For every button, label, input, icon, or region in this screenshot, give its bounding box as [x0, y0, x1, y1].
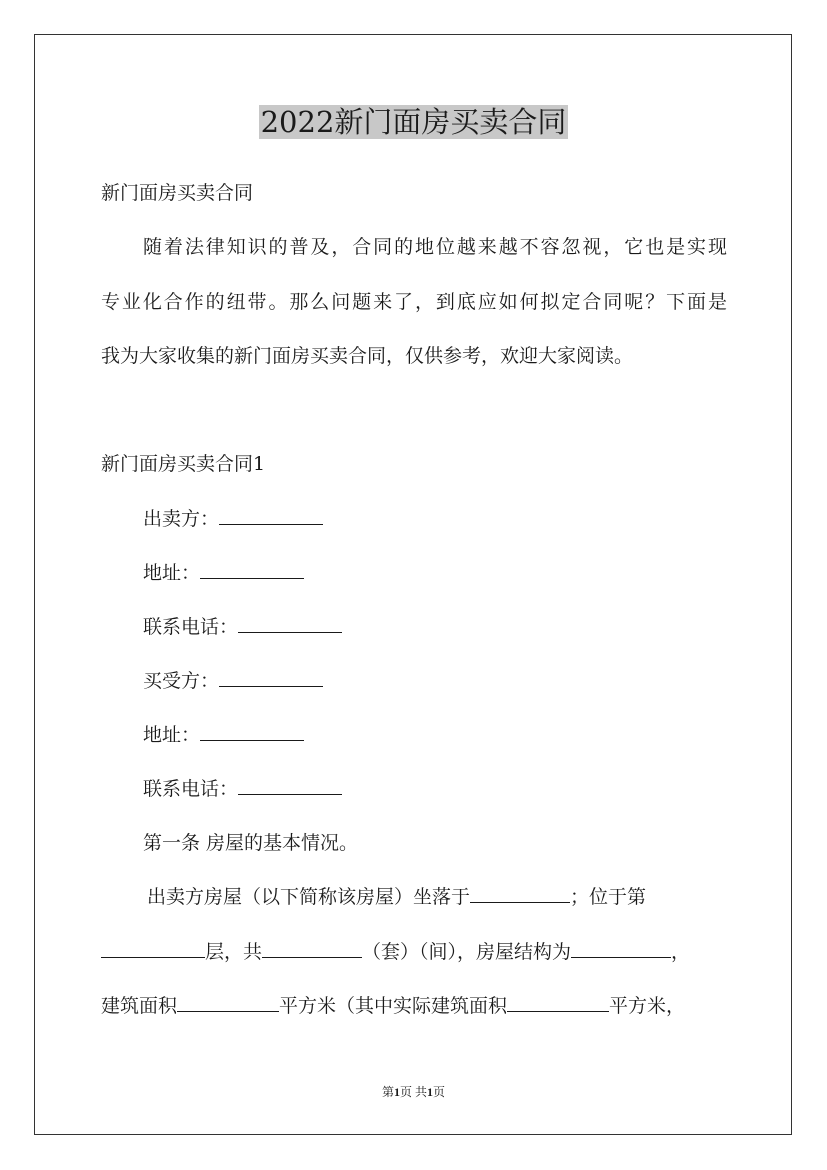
document-title-text: 2022新门面房买卖合同 — [260, 105, 567, 139]
section-heading: 新门面房买卖合同1 — [101, 453, 266, 475]
buyer-address-label: 地址： — [143, 724, 201, 746]
seller-phone-label: 联系电话： — [143, 616, 239, 638]
footer-mid: 页 共 — [399, 1085, 427, 1099]
buyer-address-blank — [200, 722, 304, 741]
seller-address-blank — [200, 560, 304, 579]
seller-address-label: 地址： — [143, 562, 201, 584]
subtitle: 新门面房买卖合同 — [101, 182, 254, 204]
seller-phone-row — [143, 614, 727, 640]
location-blank — [470, 884, 570, 903]
document-title — [0, 102, 827, 142]
article1-line2-text-b: （套）（间），房屋结构为 — [362, 941, 572, 963]
actual-area-blank — [507, 993, 609, 1012]
area-blank — [177, 993, 279, 1012]
article1-line1-text-b: ；位于第 — [570, 886, 647, 908]
article1-line3-text-a: 建筑面积 — [101, 995, 178, 1017]
article1-heading: 第一条 房屋的基本情况。 — [143, 832, 359, 854]
intro-line-3: 我为大家收集的新门面房买卖合同，仅供参考，欢迎大家阅读。 — [101, 345, 634, 367]
seller-row — [143, 506, 727, 532]
structure-blank — [571, 939, 671, 958]
buyer-phone-label: 联系电话： — [143, 778, 239, 800]
article1-line2-text-c: ， — [671, 941, 691, 963]
intro-line-1: 随着法律知识的普及，合同的地位越来越不容忽视，它也是实现 — [143, 236, 727, 258]
buyer-phone-blank — [238, 776, 342, 795]
buyer-phone-row — [143, 776, 727, 802]
seller-phone-blank — [238, 614, 342, 633]
article1-line1-text-a: 出卖方房屋（以下简称该房屋）坐落于 — [147, 886, 471, 908]
footer-suffix: 页 — [433, 1085, 446, 1099]
seller-blank — [219, 506, 323, 525]
article1-line-2 — [101, 939, 727, 965]
article1-line-1 — [147, 884, 727, 910]
buyer-row — [143, 668, 727, 694]
seller-address-row — [143, 560, 727, 586]
footer-page-number: 1 — [393, 1085, 400, 1099]
page-footer — [0, 1083, 827, 1101]
total-floors-blank — [262, 939, 362, 958]
seller-label: 出卖方： — [143, 508, 220, 530]
article1-line-3 — [101, 993, 727, 1019]
footer-prefix: 第 — [381, 1085, 394, 1099]
article1-line2-text-a: 层，共 — [205, 941, 263, 963]
article1-line3-text-c: 平方米， — [609, 995, 686, 1017]
article1-line3-text-b: 平方米（其中实际建筑面积 — [279, 995, 508, 1017]
buyer-label: 买受方： — [143, 670, 220, 692]
footer-page-total: 1 — [427, 1085, 433, 1099]
buyer-address-row — [143, 722, 727, 748]
intro-line-2: 专业化合作的纽带。那么问题来了，到底应如何拟定合同呢？下面是 — [101, 291, 727, 313]
floor-blank — [101, 939, 205, 958]
buyer-blank — [219, 668, 323, 687]
